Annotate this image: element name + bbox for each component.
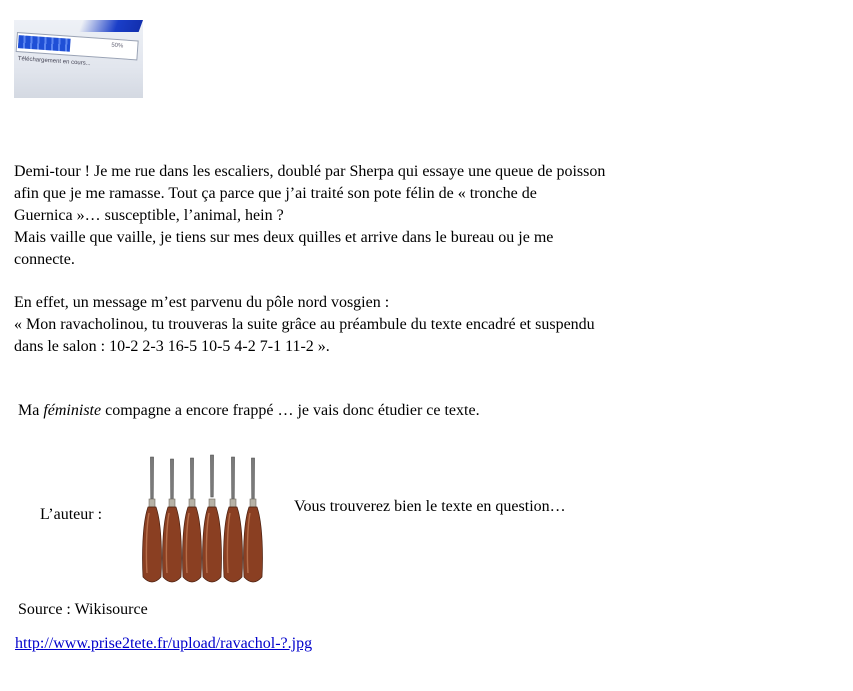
author-label: L’auteur : bbox=[40, 506, 103, 523]
carving-tool bbox=[203, 455, 222, 582]
text-line: Mais vaille que vaille, je tiens sur mes deux quilles et arrive dans le bureau ou je me bbox=[14, 229, 554, 246]
window-corner-decoration bbox=[79, 20, 143, 32]
download-progress-image bbox=[14, 20, 143, 98]
story-paragraph-2 bbox=[14, 292, 595, 358]
wood-carving-tools-image bbox=[139, 449, 267, 589]
text-line: « Mon ravacholinou, tu trouveras la suite grâce au préambule du texte encadré et suspendu bbox=[14, 316, 595, 333]
text-line: En effet, un message m’est parvenu du pôle nord vosgien : bbox=[14, 294, 390, 311]
text-line: Demi-tour ! Je me rue dans les escaliers, doublé par Sherpa qui essaye une queue de poisson bbox=[14, 163, 606, 180]
text-line: afin que je me ramasse. Tout ça parce que j’ai traité son pote félin de « tronche de bbox=[14, 185, 537, 202]
text-line: dans le salon : 10-2 2-3 16-5 10-5 4-2 7-1 11-2 ». bbox=[14, 338, 330, 355]
story-paragraph-3 bbox=[18, 400, 480, 422]
tools-caption: Vous trouverez bien le texte en question… bbox=[294, 498, 566, 515]
progress-bar-fill bbox=[18, 35, 71, 52]
story-paragraph-1 bbox=[14, 161, 605, 271]
text-line: Guernica »… susceptible, l’animal, hein ? bbox=[14, 207, 284, 224]
text-segment: compagne a encore frappé … je vais donc étudier ce texte. bbox=[101, 402, 480, 419]
text-line: connecte. bbox=[14, 251, 75, 268]
carving-tool bbox=[183, 458, 202, 582]
carving-tool bbox=[224, 457, 243, 582]
image-link[interactable]: http://www.prise2tete.fr/upload/ravachol-?.jpg bbox=[15, 635, 313, 652]
download-status-text: Téléchargement en cours... bbox=[17, 56, 91, 68]
source-text: Source : Wikisource bbox=[18, 601, 148, 618]
text-segment: Ma bbox=[18, 402, 44, 419]
carving-tool bbox=[163, 459, 182, 582]
progress-percent: 50% bbox=[111, 42, 124, 50]
carving-tool bbox=[244, 458, 263, 582]
emphasized-word: féministe bbox=[43, 402, 102, 419]
carving-tool bbox=[143, 457, 162, 582]
